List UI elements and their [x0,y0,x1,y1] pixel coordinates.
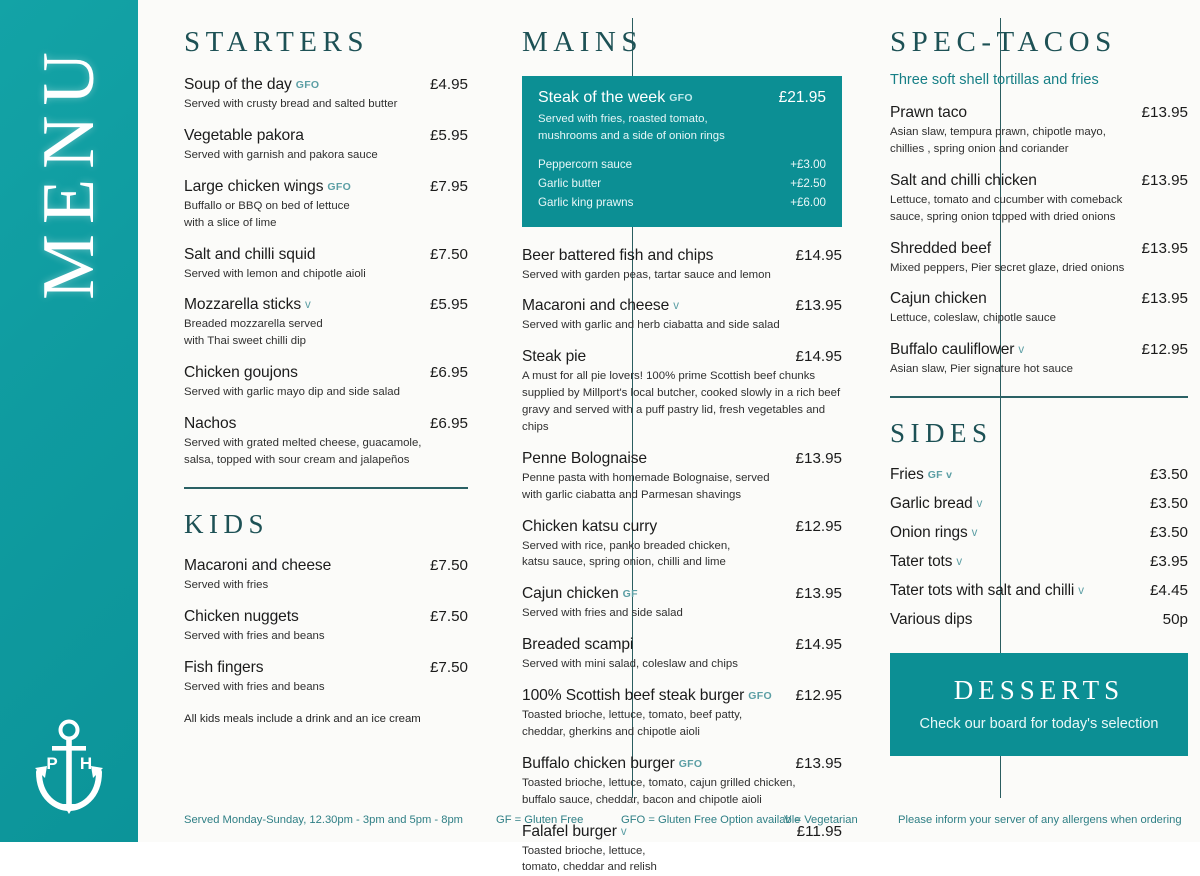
menu-item-diet-tag: v [620,825,627,838]
section-divider-kids [184,487,468,489]
sides-list [890,466,1188,629]
menu-item-name: Chicken katsu curry [522,517,658,535]
menu-item-description: Served with fries [184,578,269,591]
menu-title: MENU [28,42,110,300]
menu-item-price: £13.95 [1141,171,1188,189]
menu-item-description: Served with lemon and chipotle aioli [184,267,366,280]
menu-item-price: £13.95 [1141,104,1188,121]
footer-key-gf: GF = Gluten Free [496,814,584,826]
column-starters [138,26,486,842]
menu-item-header [522,348,842,366]
menu-item [522,247,842,284]
feature-steak-of-the-week [522,76,842,227]
menu-item-name: Macaroni and cheese [184,556,332,574]
menu-item-price: £13.95 [1141,290,1188,308]
menu-item-price: £13.95 [795,754,842,772]
menu-item-description: A must for all pie lovers! 100% prime Scottish beef chunks supplied by Millport's local butcher, cooked slowly in a rich beef gravy and served with a puff pastry lid, fresh vegetables and chips [522,370,841,433]
menu-item-header [890,240,1188,258]
menu-item-price: £13.95 [1141,239,1188,257]
menu-item-header [522,297,842,315]
menu-item-description: Asian slaw, tempura prawn, chipotle mayo, chillies , spring onion and coriander [890,126,1106,155]
side-item-price: 50p [1162,611,1188,629]
footer-allergen-notice: Please inform your server of any allergens when ordering [898,814,1182,826]
menu-item-price: £6.95 [429,364,468,382]
menu-item-description: Served with rice, panko breaded chicken, katsu sauce, spring onion, chilli and lime [522,539,731,569]
menu-item-description: Served with garden peas, tartar sauce and lemon [522,268,771,281]
side-item-price: £4.45 [1149,582,1188,600]
menu-item-name: Beer battered fish and chips [522,246,714,264]
side-item-name: Various dips [890,611,973,629]
desserts-panel [890,653,1188,756]
menu-item-header [890,104,1188,122]
column-tacos [858,26,1200,842]
menu-item [522,348,842,436]
feature-extra-label: Garlic king prawns [538,195,634,209]
menu-item-price: £7.50 [429,607,468,625]
menu-item-diet-tag: GFO [295,79,320,91]
menu-item-description: Served with fries and beans [184,680,325,693]
menu-item-description: Served with fries and side salad [522,607,683,620]
feature-extra-label: Garlic butter [538,177,602,190]
menu-item-name: Penne Bolognaise [522,449,647,467]
menu-item-description: Toasted brioche, lettuce, tomato, cheddar and relish [522,844,657,874]
side-item [890,495,1188,513]
menu-item-price: £5.95 [429,126,468,144]
menu-item [184,178,468,232]
footer [138,798,1200,842]
feature-extras-list [538,156,826,212]
menu-item-header [184,296,468,314]
menu-item-description: Lettuce, tomato and cucumber with comeback sauce, spring onion topped with dried onions [890,193,1123,223]
menu-item-header [522,450,842,468]
menu-item-description: Served with grated melted cheese, guacamole, salsa, topped with sour cream and jalapeños [184,437,422,466]
brand-rail [0,0,138,842]
menu-item-header [184,415,468,433]
menu-item-price: £5.95 [429,296,468,314]
feature-extra-label: Peppercorn sauce [538,158,633,172]
menu-item-name: Vegetable pakora [184,126,304,144]
menu-item-description: Buffallo or BBQ on bed of lettuce with a slice of lime [184,199,350,229]
feature-extra-row [538,156,826,175]
feature-extra-price: +£2.50 [790,177,826,190]
menu-item [522,636,842,673]
menu-item [890,341,1188,378]
menu-item-price: £7.50 [429,245,468,263]
feature-header [538,89,826,107]
menu-item [522,585,842,622]
menu-item-header [184,557,468,575]
menu-item-diet-tag: GF [622,588,638,601]
menu-item-header [522,755,842,773]
side-item-name: Garlic bread v [890,495,983,513]
menu-item-description: Lettuce, coleslaw, chipotle sauce [890,312,1056,325]
menu-item-price: £14.95 [795,636,842,654]
menu-item [890,290,1188,327]
side-item [890,582,1188,600]
menu-item-header [522,585,842,603]
menu-item-name: Large chicken wings GFO [184,177,352,195]
side-item-price: £3.50 [1149,524,1188,542]
feature-tag: GFO [669,92,693,104]
menu-item [184,127,468,164]
menu-item [522,297,842,334]
menu-item-name: Breaded scampi [522,636,634,654]
feature-name-text: Steak of the week [538,89,666,106]
menu-item [522,450,842,504]
menu-item-price: £13.95 [795,449,842,467]
menu-item [184,76,468,113]
side-item-name: Tater tots v [890,553,963,571]
menu-item-description: Toasted brioche, lettuce, tomato, cajun grilled chicken, buffalo sauce, cheddar, bacon and chipotle aioli [522,776,796,806]
menu-item-header [184,608,468,626]
footer-key-gfo: GFO = Gluten Free Option available [621,814,801,826]
menu-item-header [522,247,842,265]
section-heading-kids: KIDS [184,508,270,539]
menu-item [184,659,468,696]
menu-item [522,687,842,741]
menu-item-price: £14.95 [795,246,842,264]
footer-key-v: V = Vegetarian [784,814,858,826]
menu-item-price: £4.95 [429,76,468,93]
menu-item-header [890,290,1188,308]
menu-item-header [184,178,468,196]
footer-service-times: Served Monday-Sunday, 12.30pm - 3pm and 5pm - 8pm [184,814,464,826]
menu-item-price: £7.50 [429,658,468,676]
feature-extra-row [538,175,826,194]
menu-item-diet-tag: GFO [748,690,772,703]
side-item-name: Fries GF v [890,466,953,484]
menu-item-price: £7.95 [429,177,468,195]
menu-item-name: Nachos [184,415,237,432]
desserts-title: DESSERTS [953,675,1125,706]
menu-item-diet-tag: v [305,299,312,312]
menu-item-price: £12.95 [795,517,842,535]
desserts-subtitle: Check our board for today's selection [919,716,1159,733]
menu-item-header [522,636,842,654]
menu-item-name: Soup of the day GFO [184,76,320,93]
menu-item-header [184,76,468,94]
starters-list [184,76,468,469]
section-heading-starters: STARTERS [184,26,369,58]
menu-item-header [522,518,842,536]
side-item-price: £3.50 [1149,466,1188,484]
menu-item-description: Penne pasta with homemade Bolognaise, served with garlic ciabatta and Parmesan shavings [522,471,770,501]
side-item-name: Tater tots with salt and chilli v [890,582,1085,600]
feature-extra-row [538,194,826,213]
menu-item [522,518,842,572]
menu-item-name: Buffalo cauliflower v [890,341,1025,359]
menu-item-header [522,687,842,705]
menu-item-description: Toasted brioche, lettuce, tomato, beef patty, cheddar, gherkins and chipotle aioli [522,709,743,738]
menu-item-name: Falafel burger v [522,822,627,840]
side-item-price: £3.50 [1149,495,1188,513]
menu-item-description: Served with mini salad, coleslaw and chips [522,658,738,671]
menu-item-header [184,246,468,264]
menu-item-header [184,659,468,677]
side-item-diet-tag: GF v [927,469,953,482]
menu-item-name: Chicken goujons [184,364,298,382]
side-item-diet-tag: v [1078,585,1085,598]
side-item [890,524,1188,542]
tacos-subtitle: Three soft shell tortillas and fries [890,72,1099,88]
menu-item-name: Fish fingers [184,658,264,676]
menu-item [890,104,1188,158]
menu-item-description: Served with garnish and pakora sauce [184,148,378,161]
section-divider-sides [890,396,1188,398]
menu-item-name: Mozzarella sticks v [184,296,312,314]
menu-item-name: 100% Scottish beef steak burger GFO [522,687,772,705]
menu-item-name: Chicken nuggets [184,607,299,625]
menu-item [184,364,468,401]
section-heading-sides: SIDES [890,418,993,449]
column-mains [486,26,858,874]
menu-item-description: Asian slaw, Pier signature hot sauce [890,363,1073,376]
side-item-diet-tag: v [976,498,983,511]
menu-item-name: Macaroni and cheese v [522,297,680,315]
side-item [890,553,1188,571]
menu-item-description: Served with garlic mayo dip and side salad [184,386,400,399]
menu-item-name: Steak pie [522,348,587,366]
menu-item-header [184,127,468,145]
mains-list [522,247,842,876]
menu-item [184,608,468,645]
menu-item-price: £11.95 [796,822,842,840]
menu-item-name: Shredded beef [890,239,992,257]
side-item-diet-tag: v [956,556,963,569]
menu-item-description: Served with crusty bread and salted butter [184,98,398,110]
menu-item-name: Buffalo chicken burger GFO [522,754,703,772]
menu-item-diet-tag: v [1018,344,1025,357]
menu-item-price: £6.95 [429,415,468,432]
logo-letter-p: P [46,754,58,773]
side-item-price: £3.95 [1149,553,1188,571]
menu-item-description: Breaded mozzarella served with Thai sweet chilli dip [184,318,323,348]
menu-columns [138,0,1200,874]
menu-item-name: Cajun chicken [890,290,987,308]
menu-item [184,246,468,283]
kids-note: All kids meals include a drink and an ice cream [184,713,421,726]
side-item-diet-tag: v [971,527,978,540]
side-item [890,466,1188,484]
menu-item-price: £13.95 [795,297,842,315]
feature-price: £21.95 [778,89,826,106]
menu-item-price: £7.50 [429,556,468,574]
menu-item-price: £13.95 [795,585,842,603]
menu-item-price: £14.95 [795,348,842,366]
section-heading-mains: MAINS [522,26,643,58]
menu-item [890,240,1188,277]
menu-item-diet-tag: v [673,300,680,313]
menu-item-name: Salt and chilli chicken [890,171,1037,189]
menu-item [184,557,468,594]
menu-item-header [890,172,1188,190]
menu-item-price: £12.95 [795,687,842,705]
menu-item-name: Prawn taco [890,104,968,121]
menu-item-description: Served with fries and beans [184,629,325,642]
tacos-list [890,104,1188,378]
menu-item-name: Cajun chicken GF [522,585,638,603]
menu-item-price: £12.95 [1141,341,1188,359]
anchor-icon [27,718,111,814]
feature-extra-price: +£3.00 [790,158,826,172]
menu-item [890,172,1188,226]
menu-item-description: Mixed peppers, Pier secret glaze, dried onions [890,261,1125,274]
menu-item-header [890,341,1188,359]
menu-item-diet-tag: GFO [327,180,352,193]
menu-item [184,415,468,469]
feature-extra-price: +£6.00 [790,195,826,209]
menu-item [184,296,468,350]
side-item [890,611,1188,629]
menu-item-description: Served with garlic and herb ciabatta and side salad [522,319,780,332]
section-heading-tacos: SPEC-TACOS [890,26,1117,58]
side-item-name: Onion rings v [890,524,978,542]
logo-letter-h: H [79,754,93,773]
kids-list [184,557,468,696]
menu-item-name: Salt and chilli squid [184,245,316,263]
feature-description: Served with fries, roasted tomato, mushrooms and a side of onion rings [538,113,725,143]
feature-name [538,89,693,107]
menu-item-diet-tag: GFO [678,757,703,770]
menu-item-header [184,364,468,382]
